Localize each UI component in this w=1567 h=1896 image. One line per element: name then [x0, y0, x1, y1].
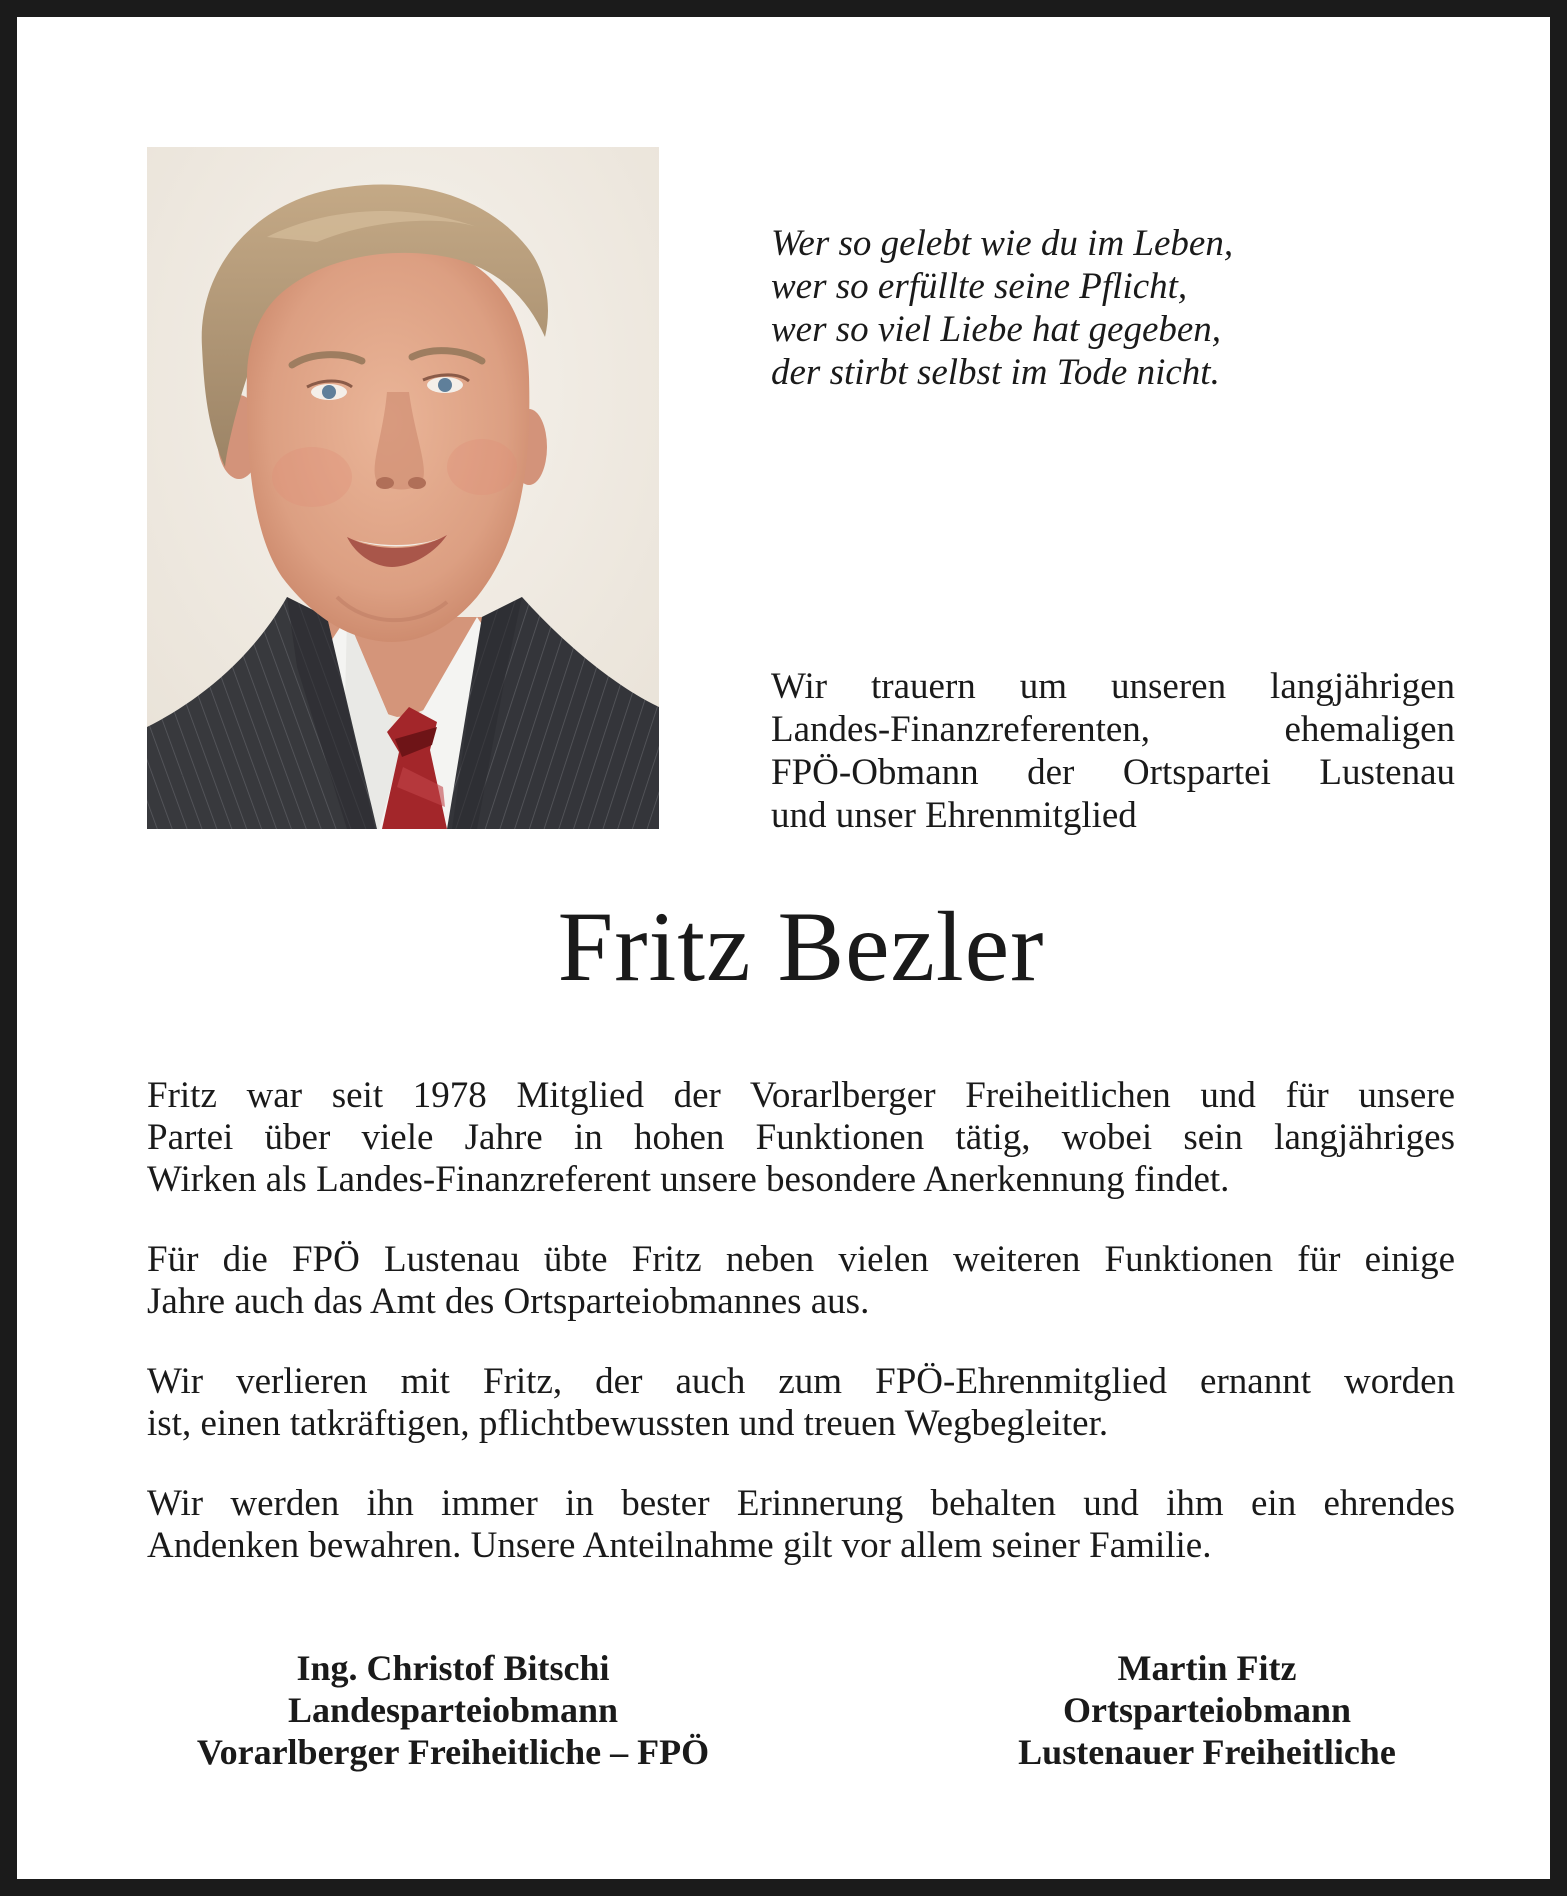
- mourning-statement: [771, 665, 1455, 837]
- paragraph-line: Andenken bewahren. Unsere Anteilnahme gilt vor allem seiner Familie.: [147, 1525, 1212, 1566]
- signature-left: [147, 1647, 759, 1773]
- poem-line: Wer so gelebt wie du im Leben,: [771, 223, 1234, 264]
- poem: [771, 222, 1471, 394]
- poem-line: wer so viel Liebe hat gegeben,: [771, 309, 1222, 350]
- paragraph: [147, 1075, 1455, 1201]
- mourning-line: und unser Ehrenmitglied: [771, 795, 1137, 836]
- signatory-role: Ortsparteiobmann: [1063, 1690, 1351, 1730]
- paragraph-line: Fritz war seit 1978 Mitglied der Vorarlberger Freiheitlichen und für unsere: [147, 1075, 1455, 1116]
- mourning-line: Landes-Finanzreferenten, ehemaligen: [771, 709, 1455, 750]
- poem-line: wer so erfüllte seine Pflicht,: [771, 266, 1188, 307]
- mourning-line: FPÖ-Obmann der Ortspartei Lustenau: [771, 752, 1455, 793]
- paragraph: [147, 1361, 1455, 1445]
- obituary-body: [147, 1075, 1455, 1605]
- signatory-name: Martin Fitz: [1117, 1648, 1297, 1688]
- deceased-name: Fritz Bezler: [557, 891, 1045, 1002]
- paragraph-line: Partei über viele Jahre in hohen Funktionen tätig, wobei sein langjähriges: [147, 1117, 1455, 1158]
- signatory-name: Ing. Christof Bitschi: [296, 1648, 610, 1688]
- paragraph: [147, 1483, 1455, 1567]
- portrait-photo-icon: [147, 147, 659, 829]
- signatory-role: Landesparteiobmann: [287, 1690, 619, 1730]
- paragraph-line: Wir werden ihn immer in bester Erinnerung behalten und ihm ein ehrendes: [147, 1483, 1455, 1524]
- paragraph: [147, 1239, 1455, 1323]
- poem-line: der stirbt selbst im Tode nicht.: [771, 352, 1220, 393]
- paragraph-line: Wirken als Landes-Finanzreferent unsere besondere Anerkennung findet.: [147, 1159, 1230, 1200]
- paragraph-line: Jahre auch das Amt des Ortsparteiobmannes aus.: [147, 1281, 870, 1322]
- paragraph-line: ist, einen tatkräftigen, pflichtbewussten und treuen Wegbegleiter.: [147, 1403, 1109, 1444]
- paragraph-line: Für die FPÖ Lustenau übte Fritz neben vielen weiteren Funktionen für einige: [147, 1239, 1455, 1280]
- mourning-line: Wir trauern um unseren langjährigen: [771, 666, 1455, 707]
- paragraph-line: Wir verlieren mit Fritz, der auch zum FPÖ-Ehrenmitglied ernannt worden: [147, 1361, 1455, 1402]
- signatory-organization: Vorarlberger Freiheitliche – FPÖ: [196, 1732, 710, 1772]
- signature-right: [957, 1647, 1457, 1773]
- signatory-organization: Lustenauer Freiheitliche: [1018, 1732, 1396, 1772]
